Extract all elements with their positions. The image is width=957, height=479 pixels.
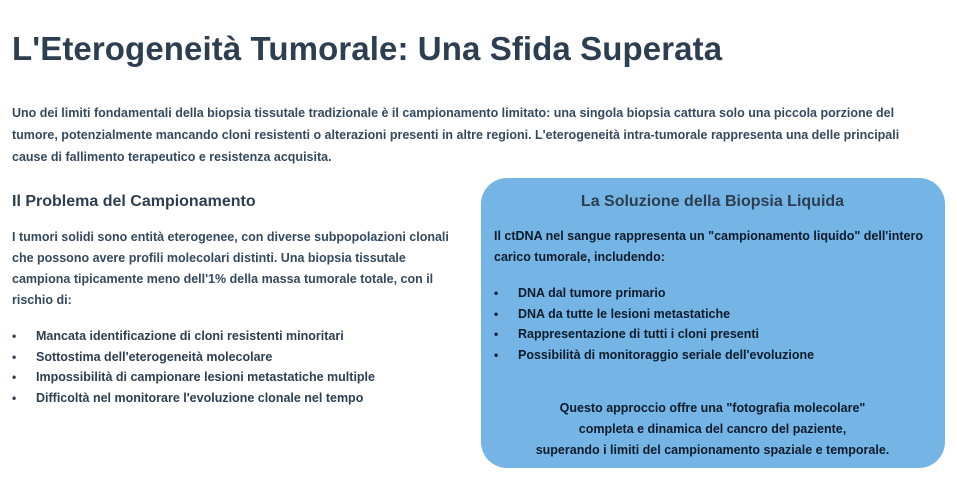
problem-list <box>12 326 464 408</box>
list-item <box>12 347 464 368</box>
conclusion-line: superando i limiti del campionamento spaziale e temporale. <box>535 443 890 457</box>
list-item <box>494 324 931 345</box>
solution-list <box>494 283 931 365</box>
list-item <box>494 304 931 325</box>
list-item-text: DNA dal tumore primario <box>518 286 666 300</box>
conclusion-line: Questo approccio offre una "fotografia molecolare" <box>559 401 866 415</box>
bullet-icon: • <box>12 370 17 384</box>
page-title: L'Eterogeneità Tumorale: Una Sfida Superata <box>12 30 723 67</box>
bullet-icon: • <box>12 349 17 364</box>
bullet-icon: • <box>494 327 499 341</box>
list-item-text: DNA da tutte le lesioni metastatiche <box>518 306 731 321</box>
problem-section <box>12 193 464 408</box>
problem-paragraph: I tumori solidi sono entità eterogenee, con diverse subpopolazioni clonali che possono avere profili molecolari distinti. Una biopsia tissutale campiona tipicamente meno dell'1% della massa tumorale totale, con il rischio di: <box>12 230 449 307</box>
list-item-text: Impossibilità di campionare lesioni metastatiche multiple <box>36 370 375 384</box>
conclusion-line: completa e dinamica del cancro del paziente, <box>578 422 847 436</box>
list-item <box>12 367 464 388</box>
bullet-icon: • <box>12 329 17 343</box>
list-item-text: Possibilità di monitoraggio seriale dell'evoluzione <box>518 347 815 362</box>
list-item <box>494 283 931 304</box>
solution-box <box>481 178 945 468</box>
solution-conclusion <box>494 398 931 461</box>
list-item <box>494 345 931 366</box>
list-item-text: Sottostima dell'eterogeneità molecolare <box>36 349 273 364</box>
intro-paragraph: Uno dei limiti fondamentali della biopsia tissutale tradizionale è il campionamento limitato: una singola biopsia cattura solo una piccola porzione del tumore, potenzialmente mancando cloni resistenti o alterazioni presenti in altre regioni. L'eterogeneità intra-tumorale rappresenta una delle principali cause di fallimento terapeutico e resistenza acquisita. <box>12 106 900 164</box>
bullet-icon: • <box>494 347 499 362</box>
problem-heading: Il Problema del Campionamento <box>12 193 256 210</box>
list-item <box>12 326 464 347</box>
list-item-text: Difficoltà nel monitorare l'evoluzione clonale nel tempo <box>36 390 364 405</box>
solution-paragraph: Il ctDNA nel sangue rappresenta un "campionamento liquido" dell'intero carico tumorale, includendo: <box>494 229 924 264</box>
list-item-text: Rappresentazione di tutti i cloni presenti <box>518 327 760 341</box>
bullet-icon: • <box>494 306 499 321</box>
bullet-icon: • <box>12 390 17 405</box>
list-item-text: Mancata identificazione di cloni resistenti minoritari <box>36 329 344 343</box>
list-item <box>12 388 464 409</box>
solution-heading: La Soluzione della Biopsia Liquida <box>580 193 845 210</box>
bullet-icon: • <box>494 286 499 300</box>
